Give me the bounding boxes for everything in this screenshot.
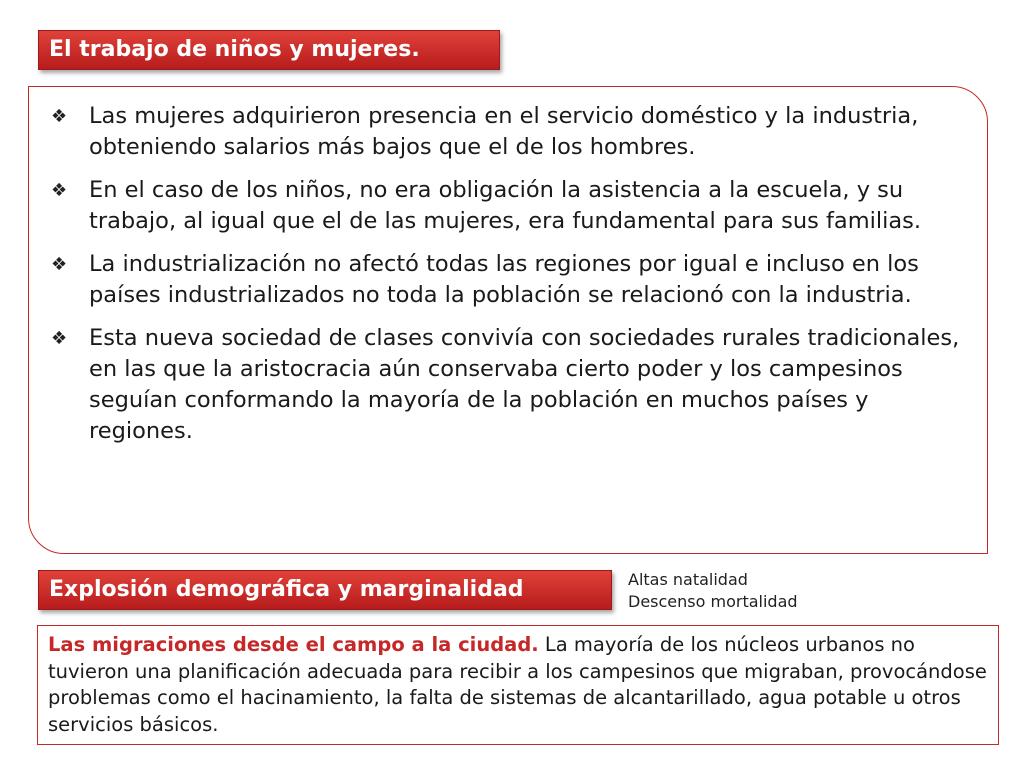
diamond-bullet-icon: ❖ — [51, 328, 68, 349]
bullet-item — [51, 249, 971, 311]
section-title-explosion: Explosión demográfica y marginalidad — [38, 570, 612, 610]
body-text: La mayoría de los núcleos urbanos no tuvieron una planificación adecuada para recibir a los campesinos que migraban, provocándose problemas como el hacinamiento, la falta de sistemas de alcantarillado, agua potable u otros servicios básicos. — [48, 633, 987, 736]
diamond-bullet-icon: ❖ — [51, 254, 68, 275]
side-notes — [628, 569, 798, 613]
content-panel — [28, 86, 988, 554]
section-title-trabajo: El trabajo de niños y mujeres. — [38, 30, 500, 70]
bullet-text: En el caso de los niños, no era obligación la asistencia a la escuela, y su trabajo, al igual que el de las mujeres, era fundamental para sus familias. — [89, 177, 922, 234]
note-natalidad: Altas natalidad — [628, 570, 748, 589]
migration-text-box — [37, 625, 999, 745]
bullet-text: Las mujeres adquirieron presencia en el servicio doméstico y la industria, obteniendo salarios más bajos que el de los hombres. — [89, 103, 919, 160]
bullet-list — [51, 101, 971, 459]
diamond-bullet-icon: ❖ — [51, 106, 68, 127]
diamond-bullet-icon: ❖ — [51, 180, 68, 201]
bullet-text: La industrialización no afectó todas las regiones por igual e incluso en los países industrializados no toda la población se relacionó con la industria. — [89, 251, 919, 308]
bullet-item — [51, 175, 971, 237]
bullet-text: Esta nueva sociedad de clases convivía con sociedades rurales tradicionales, en las que la aristocracia aún conservaba cierto poder y los campesinos seguían conformando la mayoría de la población en muchos países y regiones. — [89, 325, 960, 444]
lead-text: Las migraciones desde el campo a la ciudad. — [48, 633, 539, 656]
note-mortalidad: Descenso mortalidad — [628, 592, 798, 611]
bullet-item — [51, 101, 971, 163]
bullet-item — [51, 323, 971, 447]
